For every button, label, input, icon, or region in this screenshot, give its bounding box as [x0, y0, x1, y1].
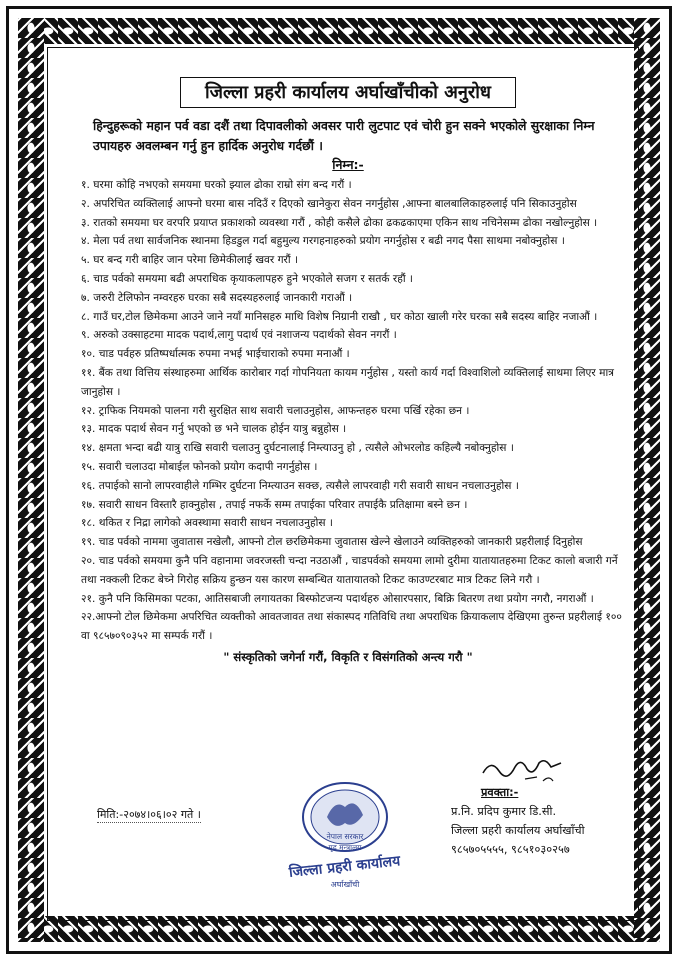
- spokesperson-block: [451, 783, 641, 859]
- rule-item: १५. सवारी चलाउदा मोबाईल फोनको प्रयोग कदापी नगर्नुहोस ।: [81, 460, 318, 473]
- rule-item: १९. चाड पर्वको नाममा जुवातास नखेलौ, आफ्नो टोल छरछिमेकमा जुवातास खेल्ने खेलाउने व्यक्तिहरुको जानकारी प्रहरीलाई दिनुहोस: [81, 536, 583, 549]
- seal-line-top: नेपाल सरकार: [326, 832, 364, 841]
- rule-item: १८. थकित र निद्रा लागेको अवस्थामा सवारी साधन नचलाउनुहोस ।: [81, 517, 333, 530]
- notice-content: [59, 59, 637, 666]
- rule-item: २०. चाड पर्वको समयमा कुनै पनि वहानामा जवरजस्ती चन्दा नउठाऔं , चाडपर्वको समयमा लामो दुरीमा यातायातहरुमा टिकट कालो बजारी गर्ने तथा नक्कली टिकट बेच्ने गिरोह सक्रिय हुन्छन यस कारण सम्बन्धित यातायातको टिकट काउण्टरबाट मात्र टिकट लिने गरौ ।: [81, 554, 618, 586]
- notice-date: मिति:-२०७४।०६।०२ गते ।: [97, 808, 201, 821]
- rule-item: १२. ट्राफिक नियमको पालना गरी सुरक्षित साथ सवारी चलाउनुहोस, आफन्तहरु घरमा पर्खि रहेका छन ।: [81, 404, 470, 417]
- seal-line-bottom: अर्घाखाँची: [330, 880, 360, 889]
- border-chain-left: [18, 18, 44, 942]
- rule-item: ८. गाउँ घर,टोल छिमेकमा आउने जाने नयाँ मानिसहरु माथि विशेष निग्रानी राखौ , घर कोठा खाली गरेर घरका सबै सदस्य बाहिर नजाऔं ।: [81, 310, 598, 323]
- notice-intro: हिन्दुहरूको महान पर्व वडा दशैं तथा दिपावलीको अवसर पारी लुटपाट एवं चोरी हुन सक्ने भएकोले सुरक्षाका निम्न उपायहरु अवलम्बन गर्नु हुन हार्दिक अनुरोध गर्दछौं ।: [93, 118, 595, 153]
- rule-item: ७. जरुरी टेलिफोन नम्वरहरु घरका सबै सदस्यहरुलाई जानकारी गराऔं ।: [81, 291, 353, 304]
- rule-item: ५. घर बन्द गरी बाहिर जान परेमा छिमेकीलाई खवर गरौं ।: [81, 254, 298, 267]
- rule-item: ११. बैंक तथा वित्तिय संस्थाहरुमा आर्थिक कारोबार गर्दा गोपनियता कायम गर्नुहोस , यस्तो कार्य गर्दा विश्वाशिलो व्यक्तिलाई साथमा लिएर मात्र जानुहोस ।: [81, 366, 615, 398]
- signature: [477, 753, 567, 785]
- footer: [59, 777, 637, 897]
- rule-item: ६. चाड पर्वको समयमा बढी अपराधिक कृयाकलापहरु हुने भएकोले सजग र सतर्क रहौं ।: [81, 272, 413, 285]
- rule-item: ३. रातको समयमा घर वरपरि प्रयाप्त प्रकाशको व्यवस्था गरौं , कोही कसैले ढोका ढकढकाएमा एकिन साथ नचिनेसम्म ढोका नखोल्नुहोस ।: [81, 216, 598, 229]
- slogan: " संस्कृतिको जगेर्ना गरौं, विकृति र विसंगतिको अन्त्य गरौ ": [223, 649, 473, 664]
- rule-item: २२.आफ्नो टोल छिमेकमा अपरिचित व्यक्तीको आवतजावत तथा संकास्पद गतिविधि तथा अपराधिक क्रियाकलाप देखिएमा तुरुन्त प्रहरीलाई १०० वा ९८५७०९०३५२ मा सम्पर्क गरौं ।: [81, 611, 622, 643]
- rule-item: १६. तपाईको सानो लापरवाहीले गम्भिर दुर्घटना निम्त्याउन सक्छ, त्यसैले लापरवाही गरी सवारी साधन नचलाउनुहोस ।: [81, 479, 519, 492]
- seal-line-mid: गृह मन्त्रालय: [328, 843, 362, 852]
- rule-item: १. घरमा कोहि नभएको समयमा घरको झ्याल ढोका राम्रो संग बन्द गरौं ।: [81, 179, 352, 191]
- page-border: [6, 6, 672, 954]
- seal-line-main: जिल्ला प्रहरी कार्यालय: [288, 853, 401, 881]
- rule-item: २१. कुनै पनि किसिमका पटका, आतिसबाजी लगायतका बिस्फोटजन्य पदार्थहरु ओसारपसार, बिक्रि बितरण तथा प्रयोग नगरौ, नगराऔं ।: [81, 592, 594, 605]
- notice-title: जिल्ला प्रहरी कार्यालय अर्घाखाँचीको अनुरोध: [180, 77, 516, 108]
- rule-item: २. अपरिचित व्यक्तिलाई आफ्नो घरमा बास नदिउँ र दिएको खानेकुरा सेवन नगर्नुहोस ,आफ्ना बालबालिकाहरुलाई पनि सिकाउनुहोस: [81, 197, 577, 210]
- office-seal: [265, 777, 425, 893]
- rule-item: १७. सवारी साधन विस्तारै हाक्नुहोस , तपाई नफर्के सम्म तपाईका परिवार तपाईकै प्रतिक्षामा बस्ने छन ।: [81, 498, 468, 511]
- spokesperson-label: प्रवक्ता:-: [481, 786, 519, 799]
- rules-heading: निम्न:-: [332, 157, 364, 172]
- rule-item: १०. चाड पर्वहरु प्रतिष्पर्धात्मक रुपमा नभई भाईचाराको रुपमा मनाऔं ।: [81, 348, 350, 361]
- rule-item: १३. मादक पदार्थ सेवन गर्नु भएको छ भने चालक होईन यात्रु बन्नुहोस ।: [81, 423, 347, 436]
- rule-item: ४. मेला पर्व तथा सार्वजनिक स्थानमा हिडडुल गर्दा बहुमुल्य गरगहनाहरुको प्रयोग नगर्नुहोस र बढी नगद पैसा साथमा नबोक्नुहोस ।: [81, 235, 565, 248]
- rule-item: ९. अरुको उक्साहटमा मादक पदार्थ,लागु पदार्थ एवं नशाजन्य पदार्थको सेवन नगरौं ।: [81, 329, 397, 342]
- border-chain-top: [18, 18, 660, 44]
- spokesperson-phone: ९८५७०५५५५, ९८५१०३०२५७: [451, 843, 570, 856]
- spokesperson-office: जिल्ला प्रहरी कार्यालय अर्घाखाँची: [451, 824, 585, 837]
- spokesperson-name: प्र.नि. प्रदिप कुमार डि.सी.: [451, 805, 557, 818]
- rules-list: [81, 176, 631, 646]
- rule-item: १४. क्षमता भन्दा बढी यात्रु राखि सवारी चलाउनु दुर्घटनालाई निम्त्याउनु हो , त्यसैले ओभरलोड कहिल्यै नबोक्नुहोस ।: [81, 442, 514, 455]
